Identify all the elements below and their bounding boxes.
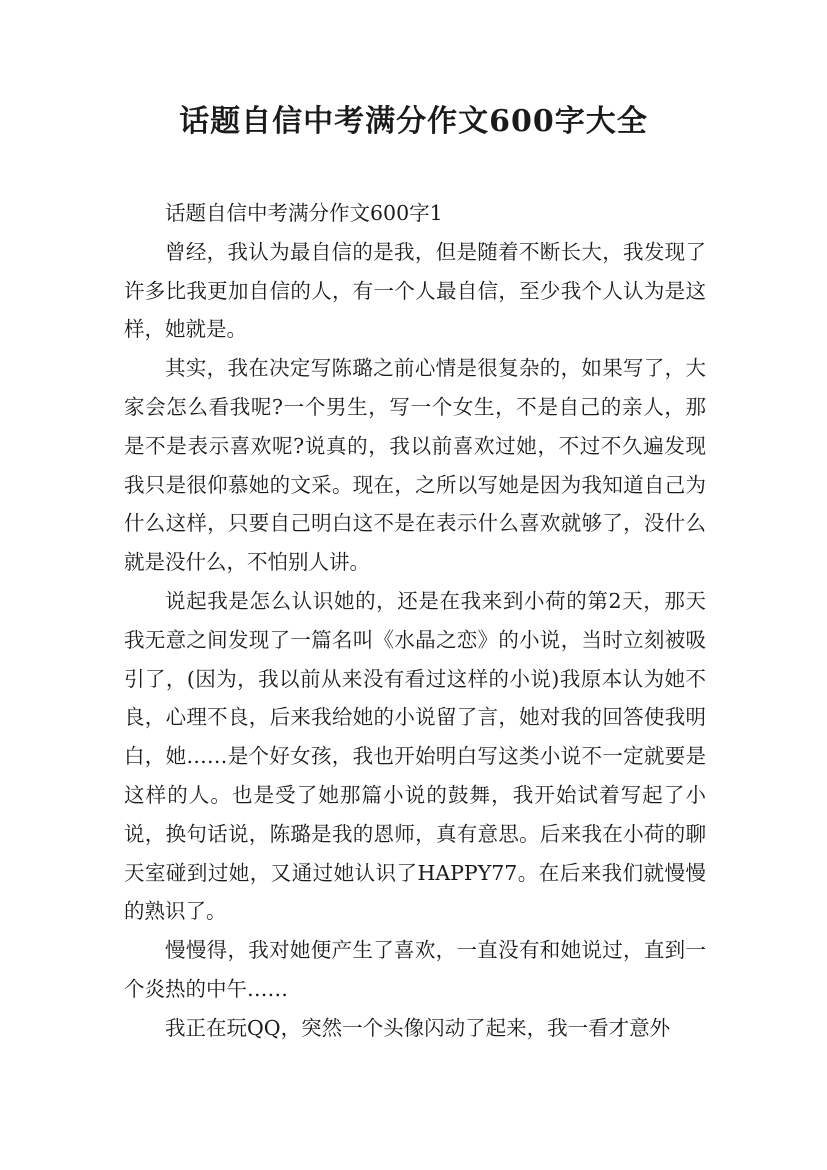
essay-subtitle: 话题自信中考满分作文600字1	[165, 201, 443, 225]
document-body	[124, 194, 706, 1048]
paragraph: 说起我是怎么认识她的，还是在我来到小荷的第2天，那天我无意之间发现了一篇名叫《水晶之恋》的小说，当时立刻被吸引了，(因为，我以前从来没有看过这样的小说)我原本认为她不良，心理不良，后来我给她的小说留了言，她对我的回答使我明白，她……是个好女孩，我也开始明白写这类小说不一定就要是这样的人。也是受了她那篇小说的鼓舞，我开始试着写起了小说，换句话说，陈璐是我的恩师，真有意思。后来我在小荷的聊天室碰到过她，又通过她认识了HAPPY77。在后来我们就慢慢的熟识了。	[124, 588, 706, 924]
document-title: 话题自信中考满分作文600字大全	[179, 104, 648, 139]
paragraph: 我正在玩QQ，突然一个头像闪动了起来，我一看才意外	[165, 1015, 671, 1040]
paragraph: 曾经，我认为最自信的是我，但是随着不断长大，我发现了许多比我更加自信的人，有一个人最自信，至少我个人认为是这样，她就是。	[124, 239, 706, 342]
paragraph: 慢慢得，我对她便产生了喜欢，一直没有和她说过，直到一个炎热的中午……	[124, 938, 706, 1001]
paragraph: 其实，我在决定写陈璐之前心情是很复杂的，如果写了，大家会怎么看我呢?一个男生，写一个女生，不是自己的亲人，那是不是表示喜欢呢?说真的，我以前喜欢过她，不过不久遍发现我只是很仰慕她的文采。现在，之所以写她是因为我知道自己为什么这样，只要自己明白这不是在表示什么喜欢就够了，没什么就是没什么，不怕别人讲。	[124, 356, 706, 575]
